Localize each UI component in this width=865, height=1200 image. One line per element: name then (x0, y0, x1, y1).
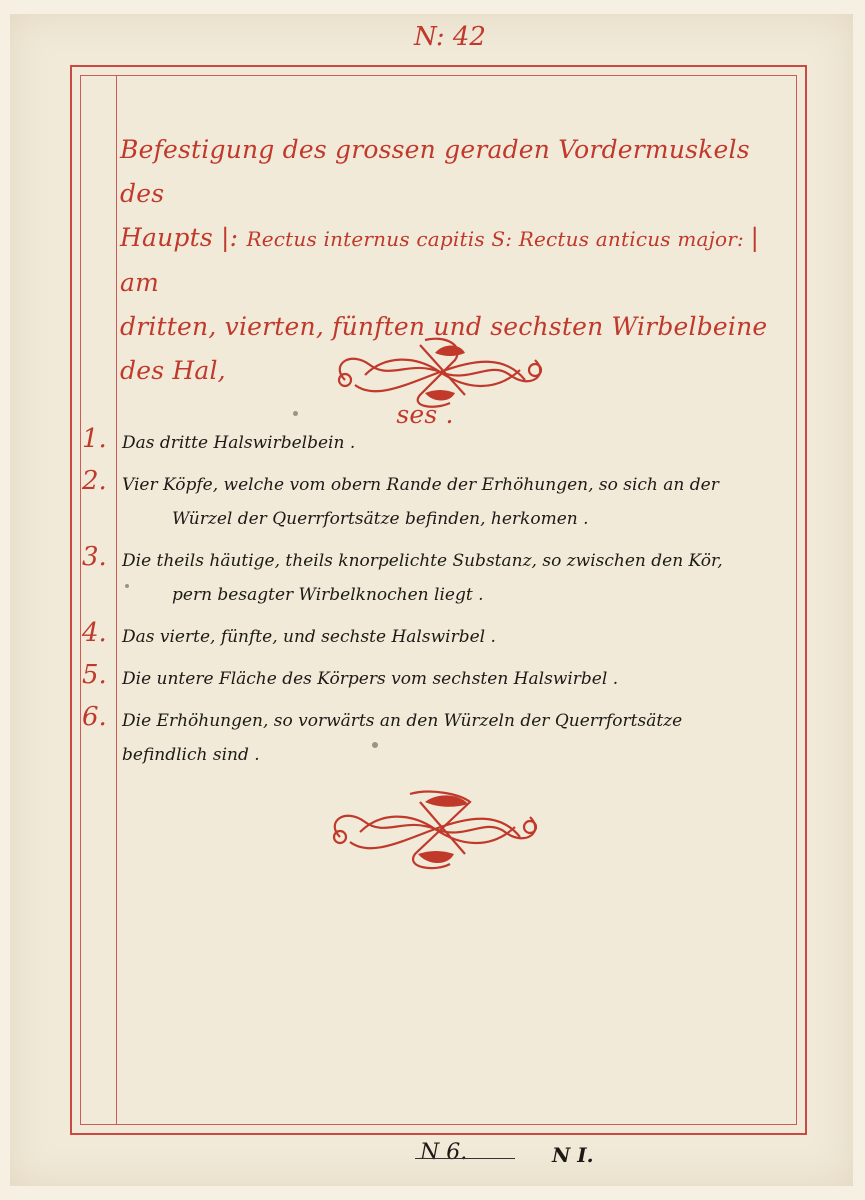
title-line-2-suffix: | am (120, 223, 760, 297)
legend-list (82, 424, 792, 778)
item-line: Vier Köpfe, welche vom obern Rande der Erhöhungen, so sich an der (122, 475, 719, 495)
item-line: Das dritte Halswirbelbein . (122, 433, 356, 453)
item-text (122, 618, 792, 654)
list-item (82, 618, 792, 654)
title-latin-name: Rectus internus capitis S: Rectus anticus major: (246, 227, 751, 251)
item-text (122, 466, 792, 536)
item-line: Die theils häutige, theils knorpelichte Substanz, so zwischen den Kör, (122, 551, 723, 571)
flourish-ornament-bottom (320, 782, 550, 882)
item-text (122, 424, 792, 460)
list-item (82, 466, 792, 536)
flourish-ornament-top (325, 325, 555, 420)
item-continuation: Würzel der Querrfortsätze befinden, herkomen . (172, 509, 589, 529)
title-line-1: Befestigung des grossen geraden Vordermuskels des (120, 135, 750, 208)
item-number: 2. (82, 466, 107, 496)
item-number: 6. (82, 702, 107, 732)
item-number: 1. (82, 424, 107, 454)
list-item (82, 702, 792, 772)
item-text (122, 660, 792, 696)
struck-page-number: N 6. (420, 1140, 468, 1165)
list-item (82, 424, 792, 460)
ink-spot (293, 411, 298, 416)
item-line: Die Erhöhungen, so vorwärts an den Würzeln der Querrfortsätze (122, 711, 683, 731)
item-line: Das vierte, fünfte, und sechste Halswirbel . (122, 627, 496, 647)
strike-through-line (415, 1158, 515, 1159)
item-continuation: befindlich sind . (122, 745, 260, 765)
ink-spot (125, 584, 129, 588)
title-line-3: dritten, vierten, fünften und sechsten Wirbelbeine des Hal, (120, 312, 768, 385)
list-item (82, 660, 792, 696)
item-text (122, 702, 792, 772)
item-number: 3. (82, 542, 107, 572)
ink-spot (372, 742, 378, 748)
item-number: 4. (82, 618, 107, 648)
title-line-2-prefix: Haupts |: (120, 223, 247, 252)
item-line: Die untere Fläche des Körpers vom sechsten Halswirbel . (122, 669, 619, 689)
alternate-page-number: N I. (552, 1143, 594, 1167)
item-number: 5. (82, 660, 107, 690)
list-item (82, 542, 792, 612)
item-text (122, 542, 792, 612)
title-line-4: ses . (396, 400, 454, 429)
item-continuation: pern besagter Wirbelknochen liegt . (172, 585, 484, 605)
folio-number: N: 42 (414, 22, 486, 52)
